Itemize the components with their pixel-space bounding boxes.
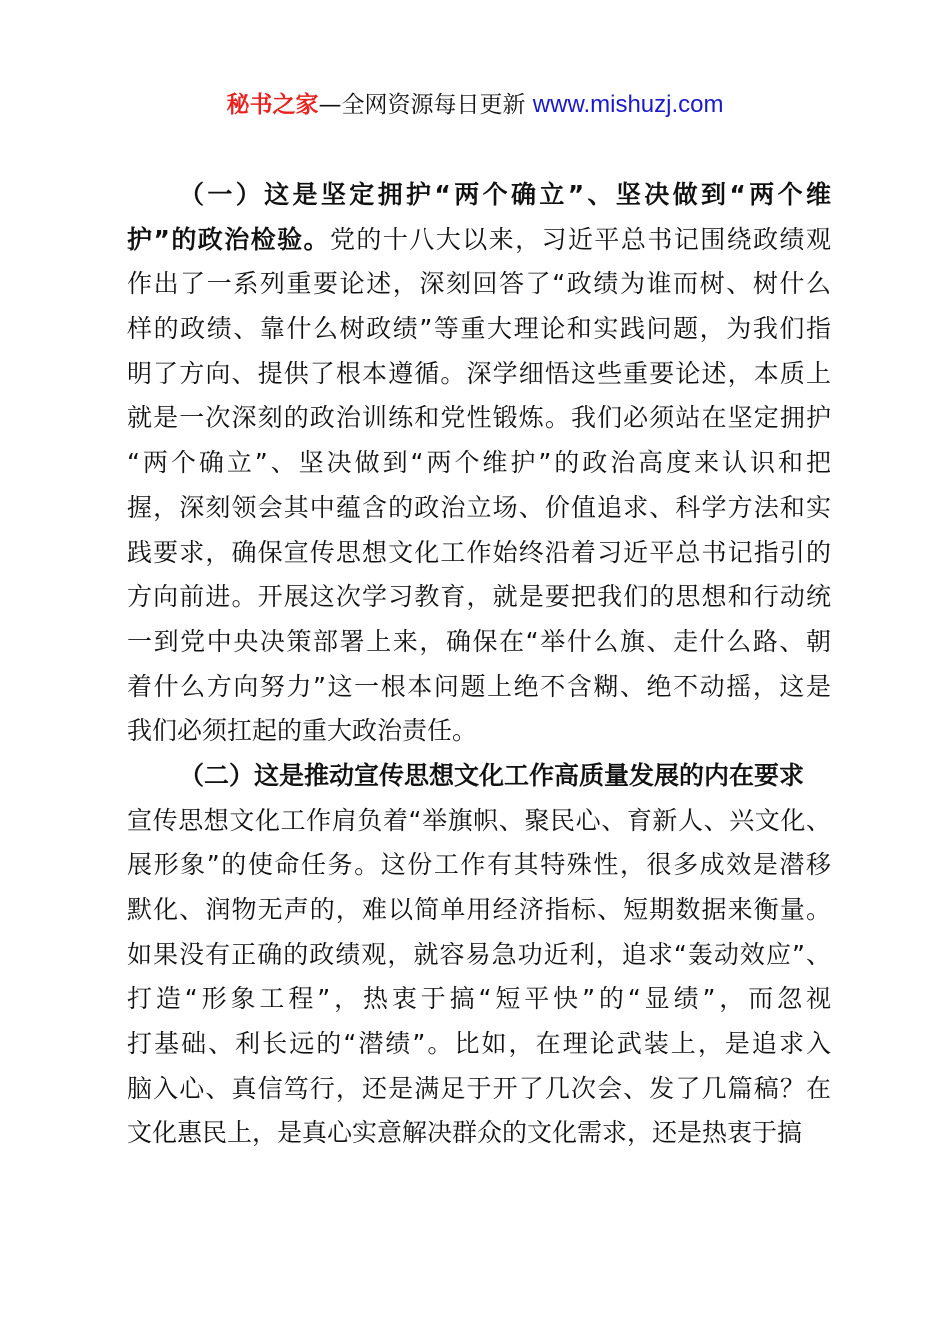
paragraph-line bbox=[127, 486, 831, 531]
body-text: 默化、润物无声的，难以简单用经济指标、短期数据来衡量。 bbox=[127, 895, 831, 924]
body-text: 展形象”的使命任务。这份工作有其特殊性，很多成效是潜移 bbox=[127, 850, 831, 880]
body-text: 明了方向、提供了根本遵循。深学细悟这些重要论述，本质上 bbox=[127, 358, 831, 388]
body-text: “两个确立”、坚决做到“两个维护”的政治高度来认识和把 bbox=[127, 448, 831, 478]
paragraph-line bbox=[127, 933, 831, 978]
body-text: 样的政绩、靠什么树政绩”等重大理论和实践问题，为我们指 bbox=[127, 314, 831, 344]
paragraph-heading-line bbox=[127, 754, 831, 799]
bold-heading-text: （一）这是坚定拥护“两个确立”、坚决做到“两个维 bbox=[179, 180, 831, 209]
body-text: 一到党中央决策部署上来，确保在“举什么旗、走什么路、朝 bbox=[127, 626, 831, 656]
paragraph-line bbox=[127, 396, 831, 441]
body-text: 我们必须扛起的重大政治责任。 bbox=[127, 716, 478, 746]
paragraph-line bbox=[127, 531, 831, 576]
body-text: 着什么方向努力”这一根本问题上绝不含糊、绝不动摇，这是 bbox=[127, 671, 831, 701]
paragraph-line bbox=[127, 575, 831, 620]
body-text: 作出了一系列重要论述，深刻回答了“政绩为谁而树、树什么 bbox=[127, 269, 831, 299]
body-text: 脑入心、真信笃行，还是满足于开了几次会、发了几篇稿？在 bbox=[127, 1073, 831, 1103]
body-text: 握，深刻领会其中蕴含的政治立场、价值追求、科学方法和实 bbox=[127, 492, 831, 522]
body-text: 文化惠民上，是真心实意解决群众的文化需求，还是热衷于搞 bbox=[127, 1118, 803, 1148]
paragraph-line bbox=[127, 1111, 831, 1156]
body-text: 宣传思想文化工作肩负着“举旗帜、聚民心、育新人、兴文化、 bbox=[127, 805, 831, 835]
body-text: 就是一次深刻的政治训练和党性锻炼。我们必须站在坚定拥护 bbox=[127, 403, 831, 433]
paragraph-line bbox=[127, 799, 831, 844]
body-text: 打造“形象工程”，热衷于搞“短平快”的“显绩”，而忽视 bbox=[127, 984, 831, 1014]
paragraph-line bbox=[127, 218, 831, 263]
site-url-link[interactable]: www.mishuzj.com bbox=[532, 91, 724, 118]
paragraph-line bbox=[127, 620, 831, 665]
bold-heading-text: 护”的政治检验。 bbox=[127, 224, 330, 254]
body-text: 践要求，确保宣传思想文化工作始终沿着习近平总书记指引的 bbox=[127, 537, 831, 567]
site-header bbox=[0, 88, 950, 122]
paragraph-line bbox=[127, 665, 831, 710]
paragraph-line bbox=[127, 441, 831, 486]
tagline: —全网资源每日更新 bbox=[318, 92, 533, 118]
body-text: 党的十八大以来，习近平总书记围绕政绩观 bbox=[329, 224, 831, 254]
body-text: 如果没有正确的政绩观，就容易急功近利，追求“轰动效应”、 bbox=[127, 939, 831, 969]
paragraph-line bbox=[127, 307, 831, 352]
paragraph-heading-line bbox=[127, 173, 831, 218]
paragraph-line bbox=[127, 888, 831, 933]
paragraph-line bbox=[127, 1022, 831, 1067]
paragraph-line bbox=[127, 1067, 831, 1112]
paragraph-line bbox=[127, 977, 831, 1022]
document-body bbox=[127, 173, 831, 1156]
body-text: 方向前进。开展这次学习教育，就是要把我们的思想和行动统 bbox=[127, 582, 831, 612]
paragraph-line bbox=[127, 352, 831, 397]
paragraph-line bbox=[127, 843, 831, 888]
paragraph-line bbox=[127, 262, 831, 307]
body-text: 打基础、利长远的“潜绩”。比如，在理论武装上，是追求入 bbox=[127, 1029, 831, 1059]
paragraph-line bbox=[127, 709, 831, 754]
brand-name: 秘书之家 bbox=[226, 92, 319, 118]
bold-heading-text: （二）这是推动宣传思想文化工作高质量发展的内在要求 bbox=[179, 760, 805, 790]
